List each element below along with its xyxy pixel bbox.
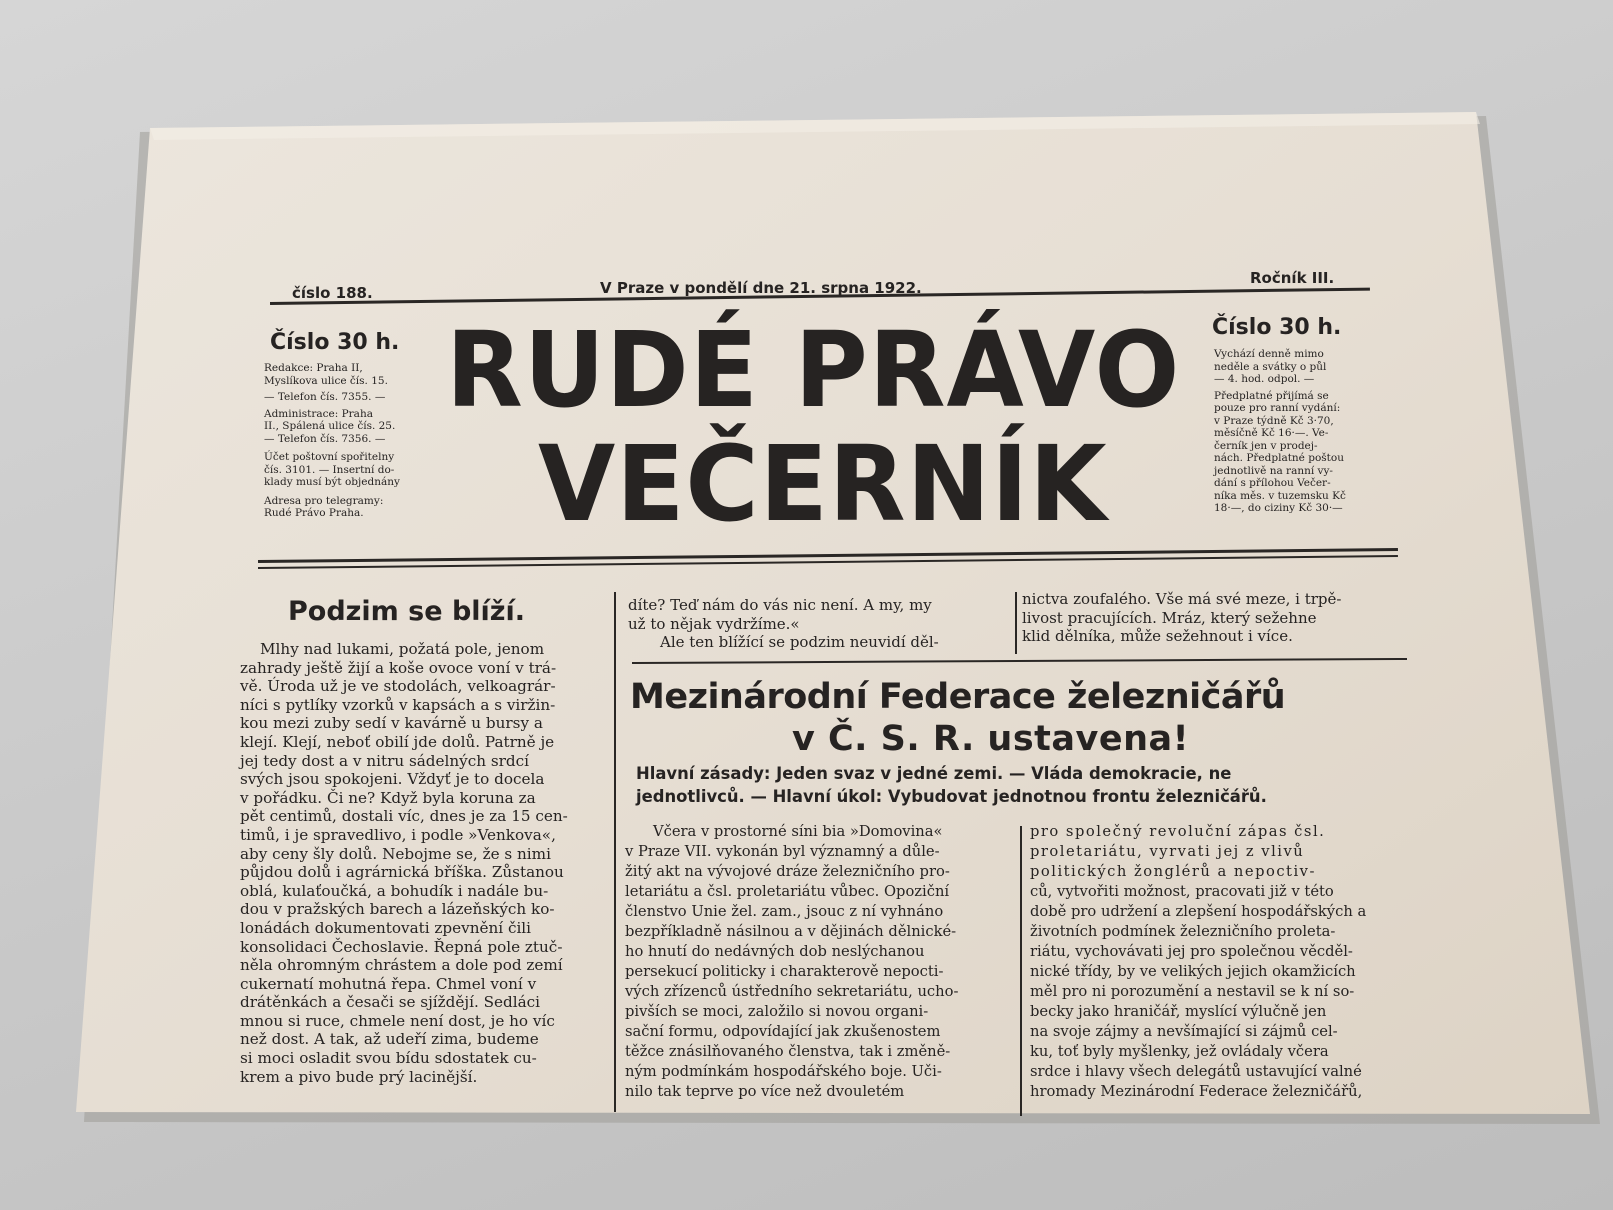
column-rule [1015,592,1017,654]
body-line: drátěnkách a česači se sjíždějí. Sedláci [240,993,540,1012]
body-line: persekucí politicky i charakterově nepocti- [625,963,944,980]
body-line: v pořádku. Či ne? Když byla koruna za [240,788,536,807]
body-line: ců, vytvořiti možnost, pracovati již v této [1030,883,1334,900]
right-box-line: černík jen v prodej- [1214,439,1318,452]
right-box-line: Vychází denně mimo [1214,348,1324,360]
volume: Ročník III. [1250,269,1335,287]
body-line: měl pro ni porozumění a nestavil se k ní so- [1030,983,1355,1000]
body-line: jej tedy dost a v nitru sádelných srdcí [240,751,529,770]
body-line: něla ohromným chrástem a dole pod zemí [240,956,563,975]
body-line: bezpříkladně násilnou a v dějinách dělnické- [625,923,957,940]
body-line: nilo tak teprve po více než dvouletém [625,1083,905,1100]
left-box-line: Adresa pro telegramy: [264,494,384,507]
price-right: Číslo 30 h. [1212,315,1342,340]
right-box-line: Předplatné přijímá se [1214,389,1329,402]
left-box-line: Redakce: Praha II, [264,362,363,374]
right-box-line: jednotlivě na ranní vy- [1214,464,1333,477]
left-box-line: Rudé Právo Praha. [264,507,364,519]
body-line: letariátu a čsl. proletariátu vůbec. Opoziční [625,883,950,900]
body-line: vě. Úroda už je ve stodolách, velkoagrár- [240,677,556,696]
right-box-line: dání s přílohou Večer- [1214,477,1331,489]
left-article-headline: Podzim se blíží. [288,596,526,627]
body-line: svých jsou spokojeni. Vždyť je to docela [240,770,545,789]
body-line: proletariátu, vyrvati jej z vlivů [1030,843,1305,860]
left-box-line: Administrace: Praha [264,407,373,420]
body-line: konsolidaci Čechoslavie. Řepná pole ztuč- [240,937,563,956]
body-line: aby ceny šly dolů. Nebojme se, že s nimi [240,844,551,863]
body-line: než dost. A tak, až udeří zima, budeme [240,1030,539,1049]
masthead-left-box [264,362,424,520]
price-left: Číslo 30 h. [270,330,400,355]
continuation-right [1022,590,1402,646]
body-line: Mlhy nad lukami, požatá pole, jenom [260,640,545,658]
body-line: členstvo Unie žel. zam., jsouc z ní vyhnáno [625,903,944,920]
left-box-line: — Telefon čís. 7356. — [264,432,386,445]
body-line: cukernatí mohutná řepa. Chmel voní v [240,974,537,993]
dateline: V Praze v pondělí dne 21. srpna 1922. [600,279,922,297]
right-box-line: nách. Předplatné poštou [1214,452,1344,464]
right-box-line: neděle a svátky o půl [1214,360,1327,373]
masthead-right-box [1214,348,1384,515]
body-line: níci s pytlíky vzorků v kapsách a s viržin- [240,695,556,714]
body-line: hromady Mezinárodní Federace železničářů, [1030,1083,1363,1100]
body-line: Včera v prostorné síni bia »Domovina« [653,823,943,840]
body-line: timů, i je spravedlivo, i podle »Venkova«, [240,825,556,844]
body-line: mnou si ruce, chmele není dost, je ho víc [240,1011,555,1030]
left-box-line: II., Spálená ulice čís. 25. [264,420,396,432]
body-line: sační formu, odpovídající jak zkušenostem [625,1023,941,1040]
main-subhead-line1: Hlavní zásady: Jeden svaz v jedné zemi. — Vláda demokracie, ne [636,764,1232,783]
body-line: nictva zoufalého. Vše má své meze, i trpě- [1022,590,1342,608]
body-line: livost pracujících. Mráz, který sežehne [1022,608,1317,627]
right-box-line: níka měs. v tuzemsku Kč [1214,489,1346,502]
left-box-line: Účet poštovní spořitelny [264,451,395,463]
right-box-line: měsíčně Kč 16·—. Ve- [1214,427,1329,439]
right-box-line: 18·—, do ciziny Kč 30·— [1214,502,1343,514]
main-headline-line2: v Č. S. R. ustavena! [792,719,1190,759]
body-line: nické třídy, by ve velikých jejich okamžicích [1030,963,1356,980]
right-box-line: — 4. hod. odpol. — [1214,373,1315,385]
left-box-line: Myslíkova ulice čís. 15. [264,374,388,387]
body-line: žitý akt na vývojové dráze železničního pro- [625,863,950,880]
body-line: těžce znásilňovaného členstva, tak i změně- [625,1043,951,1060]
left-article-body [240,640,608,1086]
body-line: srdce i hlavy všech delegátů ustavující valné [1030,1063,1362,1080]
issue-number: číslo 188. [292,284,373,302]
body-line: si moci osladit svou bídu sdostatek cu- [240,1049,537,1068]
main-subhead-line2: jednotlivců. — Hlavní úkol: Vybudovat jednotnou frontu železničářů. [636,787,1267,806]
body-line: klid dělníka, může sežehnout i více. [1022,627,1293,645]
masthead-title-line1: RUDÉ PRÁVO [446,309,1181,431]
right-box-line: v Praze týdně Kč 3·70, [1214,414,1334,427]
body-line: v Praze VII. vykonán byl významný a důle- [625,843,940,860]
body-line: becky jako hraničář, myslící výlučně jen [1030,1003,1327,1020]
body-line: kou mezi zuby sedí v kavárně u bursy a [240,714,543,733]
right-box-line: pouze pro ranní vydání: [1214,402,1341,414]
body-line: díte? Teď nám do vás nic není. A my, my [628,596,932,614]
column-rule [1020,826,1022,1116]
body-line: pivších se moci, založilo si novou organi- [625,1003,929,1020]
body-line: politických žonglérů a nepoctiv- [1030,863,1316,880]
body-line: klejí. Klejí, neboť obilí jde dolů. Patrně je [240,732,555,751]
body-line: lonádách dokumentovati zpevnění čili [240,918,532,937]
body-line: ho hnutí do nedávných dob neslýchanou [625,943,925,960]
masthead-title-line2: VEČERNÍK [538,423,1108,545]
main-article-column-2 [1030,822,1430,1102]
body-line: už to nějak vydržíme.« [628,614,800,633]
body-line: pět centimů, dostali víc, dnes je za 15 cen- [240,807,568,826]
left-box-line: klady musí být objednány [264,476,400,488]
body-line: ku, toť byly myšlenky, jež ovládaly včera [1030,1043,1329,1060]
body-line: životních podmínek železničního proleta- [1030,923,1336,940]
body-line: době pro udržení a zlepšení hospodářských a [1030,903,1367,920]
main-headline-line1: Mezinárodní Federace železničářů [630,677,1286,717]
body-line: na svoje zájmy a nevšímající si zájmů cel- [1030,1023,1338,1040]
body-line: půjdou dolů i agrárnická bříška. Zůstanou [240,863,564,882]
body-line: ným podmínkám hospodářského boje. Uči- [625,1063,942,1080]
left-box-line: čís. 3101. — Insertní do- [264,463,395,476]
column-rule [614,592,616,1112]
body-line: vých zřízenců ústředního sekretariátu, ucho- [625,983,959,1000]
main-article-column-1 [625,822,1015,1102]
body-line: pro společný revoluční zápas čsl. [1030,823,1326,840]
body-line: Ale ten blížící se podzim neuvidí děl- [660,633,939,651]
body-line: dou v pražských barech a lázeňských ko- [240,900,555,919]
body-line: oblá, kulaťoučká, a bohudík i nadále bu- [240,881,549,900]
body-line: krem a pivo bude prý lacinější. [240,1067,478,1086]
continuation-middle [628,596,1008,652]
body-line: riátu, vychovávati jej pro společnou věcděl- [1030,943,1353,960]
body-line: zahrady ještě žijí a koše ovoce voní v trá- [240,658,557,677]
left-box-line: — Telefon čís. 7355. — [264,391,386,403]
